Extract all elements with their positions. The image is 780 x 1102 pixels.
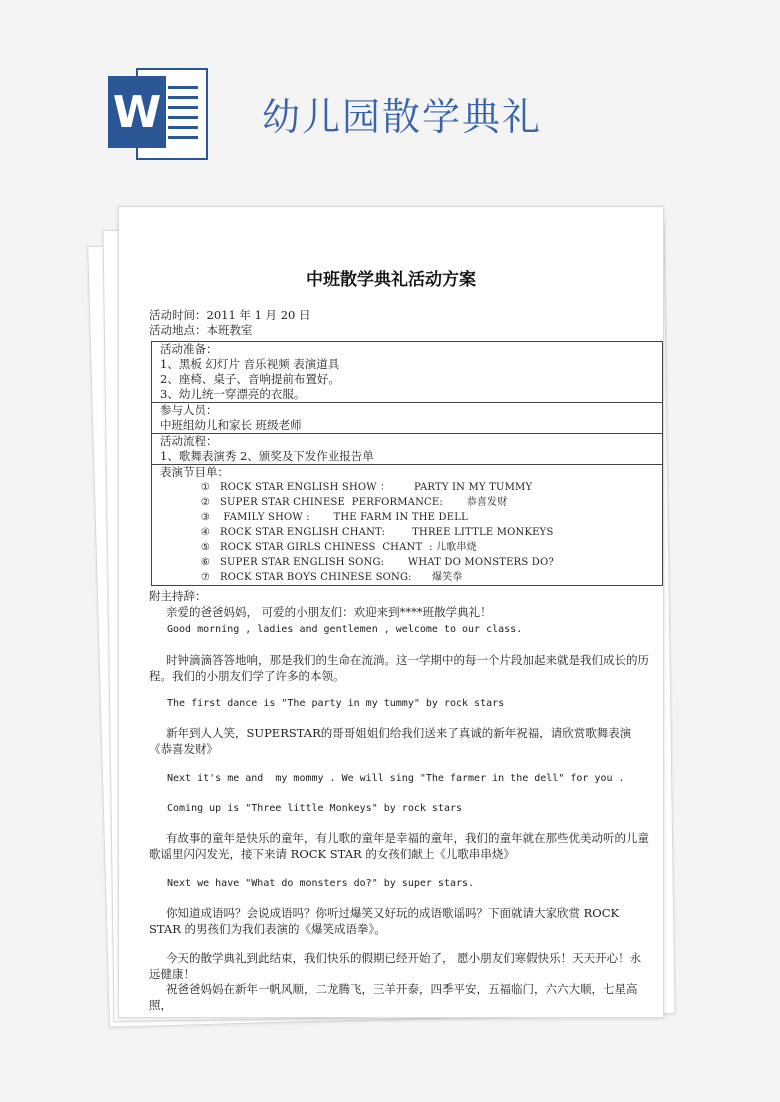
paragraph: Good morning , ladies and gentlemen , welcome to our class. (167, 624, 523, 635)
participants-value: 中班组幼儿和家长 班级老师 (160, 418, 302, 432)
activity-place: 活动地点：本班教室 (149, 323, 253, 337)
program-text: SUPER STAR ENGLISH SONG: WHAT DO MONSTERS DO? (220, 557, 554, 568)
program-list (160, 480, 662, 585)
participants-label: 参与人员： (160, 403, 218, 417)
program-text: ROCK STAR ENGLISH CHANT: THREE LITTLE MONKEYS (220, 527, 554, 538)
paragraph: Next we have "What do monsters do?" by super stars. (167, 878, 475, 889)
page-title: 幼儿园散学典礼 (262, 95, 543, 139)
paragraph: 有故事的童年是快乐的童年，有儿歌的童年是幸福的童年，我们的童年就在那些优美动听的儿童歌谣里闪闪发光，接下来请 ROCK STAR 的女孩们献上《儿歌串串烧》 (149, 831, 649, 861)
program-number: ② (200, 497, 210, 508)
prep-item: 3、幼儿统一穿漂亮的衣服。 (160, 387, 306, 401)
program-item (160, 510, 662, 525)
program-item (160, 480, 662, 495)
speech-label: 附主持辞： (149, 589, 207, 603)
prep-item: 2、座椅、桌子、音响提前布置好。 (160, 372, 340, 386)
document-page (118, 206, 664, 1018)
prep-cell (152, 342, 662, 402)
program-text: SUPER STAR CHINESE PERFORMANCE: 恭喜发财 (220, 497, 508, 508)
program-item (160, 555, 662, 570)
program-label: 表演节目单： (160, 465, 229, 479)
program-cell (152, 464, 662, 585)
plan-table (151, 341, 663, 586)
program-number: ⑦ (200, 572, 210, 583)
program-text: ROCK STAR ENGLISH SHOW ： PARTY IN MY TUMMY (220, 482, 533, 493)
activity-time: 活动时间：2011 年 1 月 20 日 (149, 308, 311, 322)
paragraph: 你知道成语吗？会说成语吗？你听过爆笑又好玩的成语歌谣吗？下面就请大家欣赏 ROCK STAR 的男孩们为我们表演的《爆笑成语拳》。 (149, 906, 620, 936)
paragraph: Next it's me and my mommy . We will sing "The farmer in the dell" for you . (167, 773, 625, 784)
program-text: ROCK STAR BOYS CHINESE SONG: 爆笑拳 (220, 572, 463, 583)
paragraph: Coming up is "Three little Monkeys" by rock stars (167, 803, 463, 814)
program-text: FAMILY SHOW : THE FARM IN THE DELL (220, 512, 468, 523)
program-number: ④ (200, 527, 210, 538)
flow-value: 1、歌舞表演秀 2、颁奖及下发作业报告单 (160, 449, 374, 463)
paragraph: The first dance is "The party in my tummy" by rock stars (167, 698, 505, 709)
prep-item: 1、黑板 幻灯片 音乐视频 表演道具 (160, 357, 340, 371)
program-number: ③ (200, 512, 210, 523)
program-number: ⑤ (200, 542, 210, 553)
program-item (160, 495, 662, 510)
paragraph: 新年到人人笑，SUPERSTAR的哥哥姐姐们给我们送来了真诚的新年祝福，请欣赏歌舞表演《恭喜发财》 (149, 726, 632, 756)
word-icon (108, 68, 208, 160)
document-title: 中班散学典礼活动方案 (306, 270, 476, 290)
participants-cell (152, 402, 662, 433)
program-item (160, 525, 662, 540)
flow-label: 活动流程： (160, 434, 218, 448)
program-item (160, 570, 662, 585)
paragraph: 时钟滴滴答答地响，那是我们的生命在流淌。这一学期中的每一个片段加起来就是我们成长的历程。我们的小朋友们学了许多的本领。 (149, 653, 649, 683)
paragraph: 今天的散学典礼到此结束，我们快乐的假期已经开始了， 愿小朋友们寒假快乐！天天开心！永远健康！ (149, 951, 642, 981)
program-number: ⑥ (200, 557, 210, 568)
program-text: ROCK STAR GIRLS CHINESS CHANT : 儿歌串烧 (220, 542, 477, 553)
paragraph: 亲爱的爸爸妈妈， 可爱的小朋友们：欢迎来到****班散学典礼！ (166, 605, 492, 619)
prep-label: 活动准备： (160, 342, 218, 356)
paragraph: 祝爸爸妈妈在新年一帆风顺，二龙腾飞，三羊开泰，四季平安，五福临门，六六大顺，七星高照， (149, 982, 638, 1012)
word-logo-letter: W (108, 76, 166, 148)
program-item (160, 540, 662, 555)
flow-cell (152, 433, 662, 464)
program-number: ① (200, 482, 210, 493)
